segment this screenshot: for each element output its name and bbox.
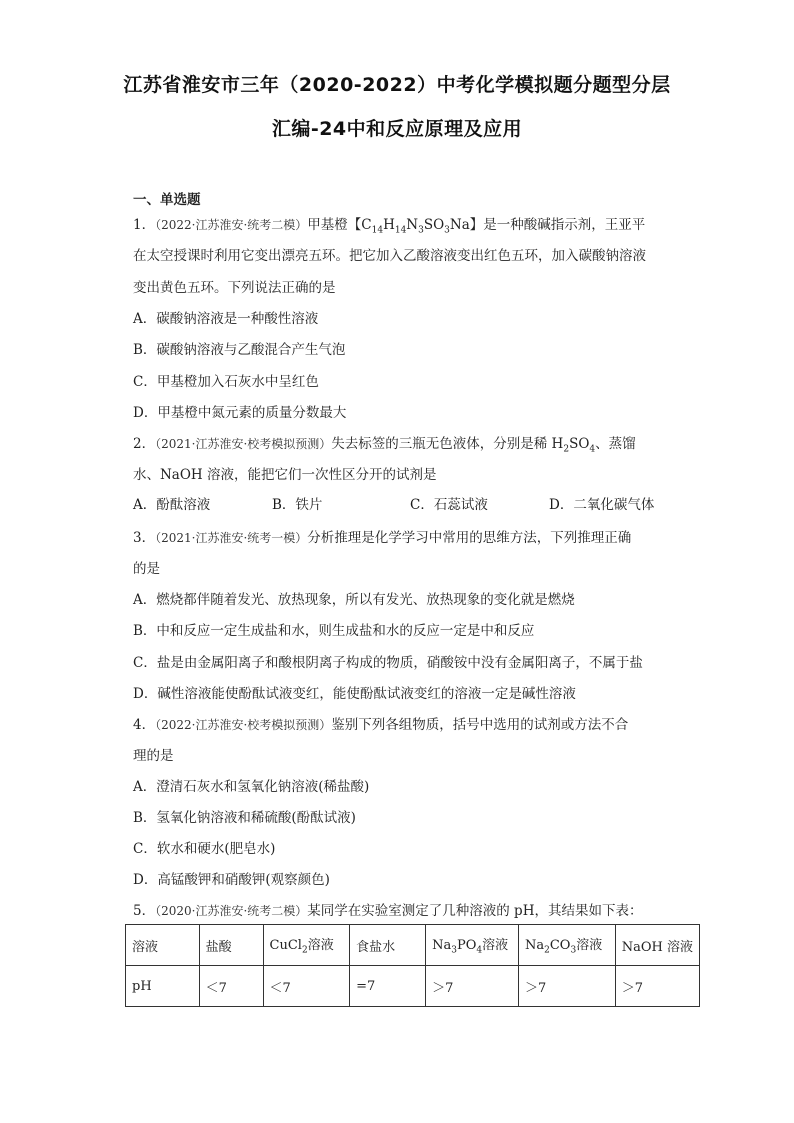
table-header-cell: NaOH 溶液 <box>615 925 699 966</box>
cell-text: Na <box>524 938 545 954</box>
cell-text: 溶液 <box>482 938 509 954</box>
formula-subscript: 3 <box>570 945 577 956</box>
q2-line-1 <box>133 432 673 455</box>
q2-option-d: D．二氧化碳气体 <box>549 497 655 513</box>
table-row <box>126 966 700 1007</box>
formula-subscript: 3 <box>451 945 458 956</box>
q2-option-a: A．酚酞溶液 <box>133 497 211 513</box>
q4-line-1 <box>133 713 673 733</box>
q1-text: Na】是一种酸碱指示剂，王亚平 <box>449 217 646 233</box>
formula-subscript: 14 <box>394 225 407 236</box>
q2-text: 失去标签的三瓶无色液体，分别是稀 H <box>331 436 564 452</box>
q1-option-a: A．碳酸钠溶液是一种酸性溶液 <box>133 311 319 327</box>
q1-text: SO <box>423 217 445 233</box>
formula-subscript: 3 <box>418 225 424 236</box>
table-cell: =7 <box>350 966 426 1007</box>
q4-source: （2022·江苏淮安·校考模拟预测） <box>155 718 332 732</box>
formula-subscript: 3 <box>444 225 450 236</box>
q4-option-c: C．软水和硬水(肥皂水) <box>133 841 276 857</box>
q1-text: 甲基橙【C <box>307 217 372 233</box>
section-heading: 一、单选题 <box>133 192 201 208</box>
q2-line-2: 水、NaOH 溶液，能把它们一次性区分开的试剂是 <box>133 467 437 483</box>
q3-option-b: B．中和反应一定生成盐和水，则生成盐和水的反应一定是中和反应 <box>133 623 535 639</box>
q4-text: 鉴别下列各组物质，括号中选用的试剂或方法不合 <box>331 717 629 733</box>
table-header-cell: 食盐水 <box>350 925 426 966</box>
cell-text: Na <box>432 938 452 954</box>
ph-table <box>125 924 700 1007</box>
q2-option-c: C．石蕊试液 <box>410 497 488 513</box>
q1-text: H <box>383 217 395 233</box>
table-row <box>126 925 700 966</box>
q3-number: 3． <box>133 530 156 546</box>
q2-text: SO <box>569 436 590 452</box>
q3-option-d: D．碱性溶液能使酚酞试液变红，能使酚酞试液变红的溶液一定是碱性溶液 <box>133 686 576 702</box>
q5-text: 某同学在实验室测定了几种溶液的 pH，其结果如下表： <box>307 903 643 919</box>
table-cell: ＞7 <box>426 966 519 1007</box>
formula-subscript: 2 <box>544 945 550 956</box>
table-cell: ＜7 <box>199 966 263 1007</box>
q1-line-2: 在太空授课时利用它变出漂亮五环。把它加入乙酸溶液变出红色五环，加入碳酸钠溶液 <box>133 248 646 264</box>
q1-option-c: C．甲基橙加入石灰水中呈红色 <box>133 374 319 390</box>
q1-source: （2022·江苏淮安·统考二模） <box>155 218 308 232</box>
q1-line-1 <box>133 213 673 236</box>
table-header-cell <box>263 925 350 966</box>
formula-subscript: 2 <box>301 945 308 956</box>
q5-source: （2020·江苏淮安·统考二模） <box>155 904 308 918</box>
q4-option-a: A．澄清石灰水和氢氧化钠溶液(稀盐酸) <box>133 779 370 795</box>
q4-option-b: B．氢氧化钠溶液和稀硫酸(酚酞试液) <box>133 810 356 826</box>
cell-text: 溶液 <box>576 938 603 954</box>
q3-line-2: 的是 <box>133 561 160 577</box>
q3-option-c: C．盐是由金属阳离子和酸根阴离子构成的物质，硝酸铵中没有金属阳离子，不属于盐 <box>133 655 643 671</box>
q5-number: 5． <box>133 903 156 919</box>
cell-text: PO <box>457 938 477 954</box>
cell-text: 溶液 <box>307 938 334 954</box>
q2-number: 2． <box>133 436 156 452</box>
table-header-cell <box>518 925 615 966</box>
formula-subscript: 4 <box>589 444 596 455</box>
formula-subscript: 4 <box>476 945 483 956</box>
formula-subscript: 14 <box>371 225 384 236</box>
q1-option-b: B．碳酸钠溶液与乙酸混合产生气泡 <box>133 342 346 358</box>
q2-source: （2021·江苏淮安·校考模拟预测） <box>155 437 332 451</box>
q1-text: N <box>406 217 419 233</box>
q3-text: 分析推理是化学学习中常用的思维方法，下列推理正确 <box>307 530 632 546</box>
q3-option-a: A．燃烧都伴随着发光、放热现象，所以有发光、放热现象的变化就是燃烧 <box>133 592 575 608</box>
q4-number: 4． <box>133 717 156 733</box>
q4-line-2: 理的是 <box>133 748 174 764</box>
title-line-1: 江苏省淮安市三年（2020-2022）中考化学模拟题分题型分层 <box>123 74 671 96</box>
title-line-2: 汇编-24中和反应原理及应用 <box>271 118 523 140</box>
cell-text: CuCl <box>269 938 302 954</box>
q2-option-b: B．铁片 <box>272 497 323 513</box>
q4-option-d: D．高锰酸钾和硝酸钾(观察颜色) <box>133 872 330 888</box>
q3-source: （2021·江苏淮安·统考一模） <box>155 531 308 545</box>
q3-line-1 <box>133 526 673 546</box>
table-header-cell: 盐酸 <box>199 925 263 966</box>
q5-line-1 <box>133 899 673 919</box>
table-cell: ＜7 <box>263 966 350 1007</box>
table-header-cell: 溶液 <box>126 925 200 966</box>
table-cell: pH <box>126 966 200 1007</box>
q1-option-d: D．甲基橙中氮元素的质量分数最大 <box>133 405 347 421</box>
table-cell: ＞7 <box>518 966 615 1007</box>
q1-number: 1． <box>133 217 156 233</box>
cell-text: CO <box>549 938 571 954</box>
formula-subscript: 2 <box>563 444 570 455</box>
q2-text: 、蒸馏 <box>595 436 636 452</box>
table-header-cell <box>426 925 519 966</box>
table-cell: ＞7 <box>615 966 699 1007</box>
q1-line-3: 变出黄色五环。下列说法正确的是 <box>133 280 336 296</box>
